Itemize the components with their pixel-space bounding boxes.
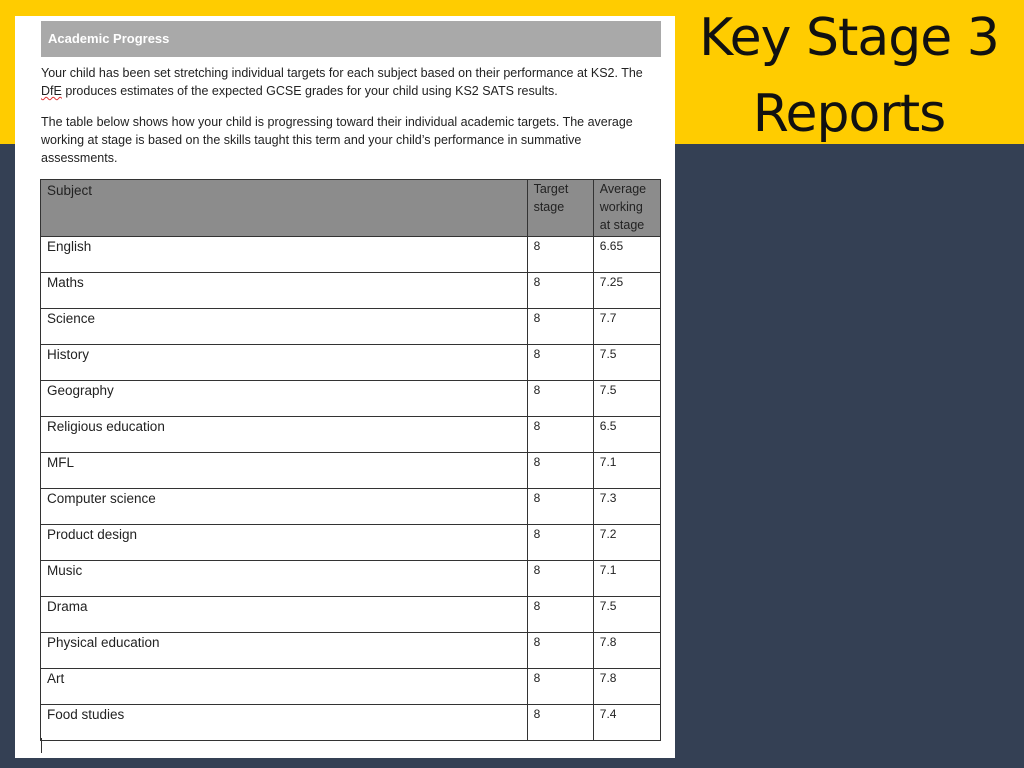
- subject-cell: Art: [41, 669, 528, 705]
- dfe-misspelled-word: DfE: [41, 84, 62, 98]
- target-cell: 8: [527, 525, 593, 561]
- subject-cell: Drama: [41, 597, 528, 633]
- table-row: [41, 453, 661, 489]
- text-cursor: [41, 738, 42, 753]
- average-cell: 7.8: [593, 669, 660, 705]
- section-header: Academic Progress: [41, 21, 661, 57]
- progress-table: [40, 179, 661, 741]
- average-cell: 7.5: [593, 345, 660, 381]
- subject-cell: English: [41, 237, 528, 273]
- table-row: [41, 273, 661, 309]
- average-cell: 7.5: [593, 381, 660, 417]
- target-cell: 8: [527, 273, 593, 309]
- subject-cell: Geography: [41, 381, 528, 417]
- average-cell: 7.2: [593, 525, 660, 561]
- subject-cell: Computer science: [41, 489, 528, 525]
- target-cell: 8: [527, 561, 593, 597]
- average-cell: 7.7: [593, 309, 660, 345]
- subject-cell: Music: [41, 561, 528, 597]
- table-row: [41, 237, 661, 273]
- subject-cell: MFL: [41, 453, 528, 489]
- target-cell: 8: [527, 705, 593, 741]
- target-cell: 8: [527, 345, 593, 381]
- subject-cell: Product design: [41, 525, 528, 561]
- header-avg-line2: working: [599, 200, 643, 214]
- table-row: [41, 489, 661, 525]
- header-average-working: [593, 180, 660, 237]
- slide-title: [686, 0, 1012, 152]
- target-cell: 8: [527, 597, 593, 633]
- subject-cell: History: [41, 345, 528, 381]
- header-target-line1: Target: [533, 182, 569, 196]
- average-cell: 7.4: [593, 705, 660, 741]
- target-cell: 8: [527, 453, 593, 489]
- table-row: [41, 417, 661, 453]
- header-avg-line3: at stage: [599, 218, 645, 232]
- header-target-line2: stage: [533, 200, 565, 214]
- average-cell: 7.25: [593, 273, 660, 309]
- table-row: [41, 525, 661, 561]
- table-row: [41, 705, 661, 741]
- header-avg-line1: Average: [599, 182, 647, 196]
- intro-paragraph: [41, 64, 661, 100]
- table-row: [41, 561, 661, 597]
- average-cell: 7.5: [593, 597, 660, 633]
- table-header-row: [41, 180, 661, 237]
- average-cell: 7.3: [593, 489, 660, 525]
- target-cell: 8: [527, 633, 593, 669]
- target-cell: 8: [527, 237, 593, 273]
- table-row: [41, 669, 661, 705]
- slide-title-line2: Reports: [752, 84, 946, 144]
- average-cell: 7.8: [593, 633, 660, 669]
- slide-title-line1: Key Stage 3: [699, 8, 999, 68]
- subject-cell: Science: [41, 309, 528, 345]
- report-document-image: [15, 16, 675, 758]
- average-cell: 6.5: [593, 417, 660, 453]
- target-cell: 8: [527, 309, 593, 345]
- header-target-stage: [527, 180, 593, 237]
- target-cell: 8: [527, 381, 593, 417]
- subject-cell: Religious education: [41, 417, 528, 453]
- target-cell: 8: [527, 489, 593, 525]
- intro-text-end: produces estimates of the expected GCSE grades for your child using KS2 SATS results.: [61, 84, 558, 98]
- table-row: [41, 345, 661, 381]
- average-cell: 7.1: [593, 453, 660, 489]
- table-row: [41, 633, 661, 669]
- average-cell: 7.1: [593, 561, 660, 597]
- intro-text-start: Your child has been set stretching individual targets for each subject based on their performance at KS2. The: [41, 66, 643, 80]
- average-cell: 6.65: [593, 237, 660, 273]
- table-row: [41, 309, 661, 345]
- header-subject: Subject: [41, 180, 528, 237]
- target-cell: 8: [527, 669, 593, 705]
- table-row: [41, 597, 661, 633]
- subject-cell: Food studies: [41, 705, 528, 741]
- subject-cell: Physical education: [41, 633, 528, 669]
- target-cell: 8: [527, 417, 593, 453]
- subject-cell: Maths: [41, 273, 528, 309]
- table-explanation-paragraph: The table below shows how your child is progressing toward their individual academic targets. The average working at stage is based on the skills taught this term and your child’s performance in summative assessments.: [41, 115, 633, 165]
- table-row: [41, 381, 661, 417]
